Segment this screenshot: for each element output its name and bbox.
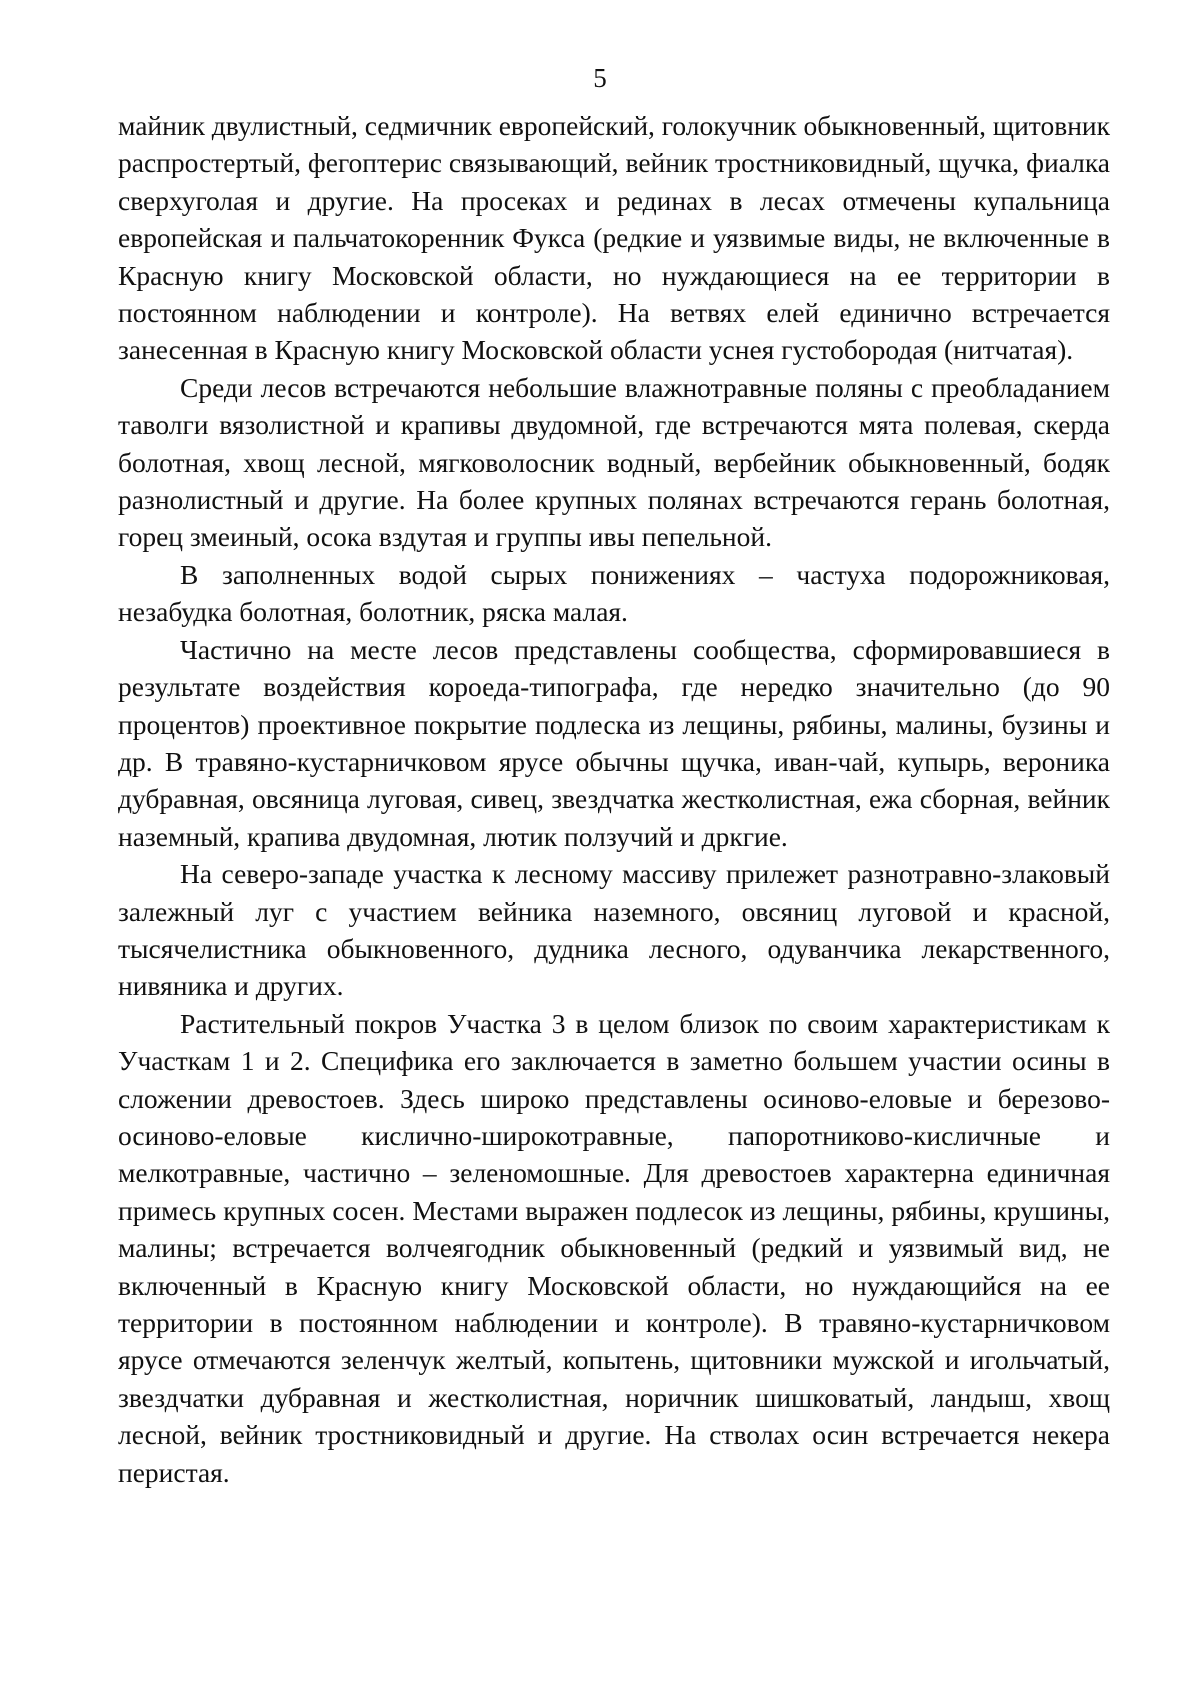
paragraph-meadows: Среди лесов встречаются небольшие влажнотравные поляны с преобладанием таволги вязолистной и крапивы двудомной, где встречаются мята полевая, скерда болотная, хвощ лесной, мягковолосник водный, вербейник обыкновенный, бодяк разнолистный и другие. На более крупных полянах встречаются герань болотная, горец змеиный, осока вздутая и группы ивы пепельной. (118, 371, 1110, 553)
paragraph-area-3: Растительный покров Участка 3 в целом близок по своим характеристикам к Участкам 1 и 2. Специфика его заключается в заметно большем участии осины в сложении древостоев. Здесь широко представлены осиново-еловые и березово-осиново-еловые кислично-широкотравные, папоротниково-кисличные и мелкотравные, частично – зеленомошные. Для древостоев характерна единичная примесь крупных сосен. Местами выражен подлесок из лещины, рябины, крушины, малины; встречается волчеягодник обыкновенный (редкий и уязвимый вид, не включенный в Красную книгу Московской области, но нуждающийся на ее территории в постоянном наблюдении и контроле). В травяно-кустарничковом ярусе отмечаются зеленчук желтый, копытень, щитовники мужской и игольчатый, звездчатки дубравная и жестколистная, норичник шишковатый, ландыш, хвощ лесной, вейник тростниковидный и другие. На стволах осин встречается некера перистая. (118, 1007, 1110, 1488)
paragraph-northwest-meadow: На северо-западе участка к лесному массиву прилежет разнотравно-злаковый залежный луг с участием вейника наземного, овсяниц луговой и красной, тысячелистника обыкновенного, дудника лесного, одуванчика лекарственного, нивяника и других. (118, 858, 1110, 1002)
paragraph-bark-beetle-communities: Частично на месте лесов представлены сообщества, сформировавшиеся в результате воздействия короеда-типографа, где нередко значительно (до 90 процентов) проективное покрытие подлеска из лещины, рябины, малины, бузины и др. В травяно-кустарничковом ярусе обычны щучка, иван-чай, купырь, вероника дубравная, овсяница луговая, сивец, звездчатка жестколистная, ежа сборная, вейник наземный, крапива двудомная, лютик ползучий и дркгие. (118, 633, 1110, 852)
page-number: 5 (593, 63, 607, 93)
document-body (118, 107, 1110, 1491)
paragraph-depressions: В заполненных водой сырых понижениях – частуха подорожниковая, незабудка болотная, болотник, ряска малая. (118, 558, 1110, 628)
paragraph-continuation: майник двулистный, седмичник европейский, голокучник обыкновенный, щитовник распростертый, фегоптерис связывающий, вейник тростниковидный, щучка, фиалка сверхуголая и другие. На просеках и рединах в лесах отмечены купальница европейская и пальчатокоренник Фукса (редкие и уязвимые виды, не включенные в Красную книгу Московской области, но нуждающиеся на ее территории в постоянном наблюдении и контроле). На ветвях елей единично встречается занесенная в Красную книгу Московской области уснея густобородая (нитчатая). (118, 110, 1110, 366)
